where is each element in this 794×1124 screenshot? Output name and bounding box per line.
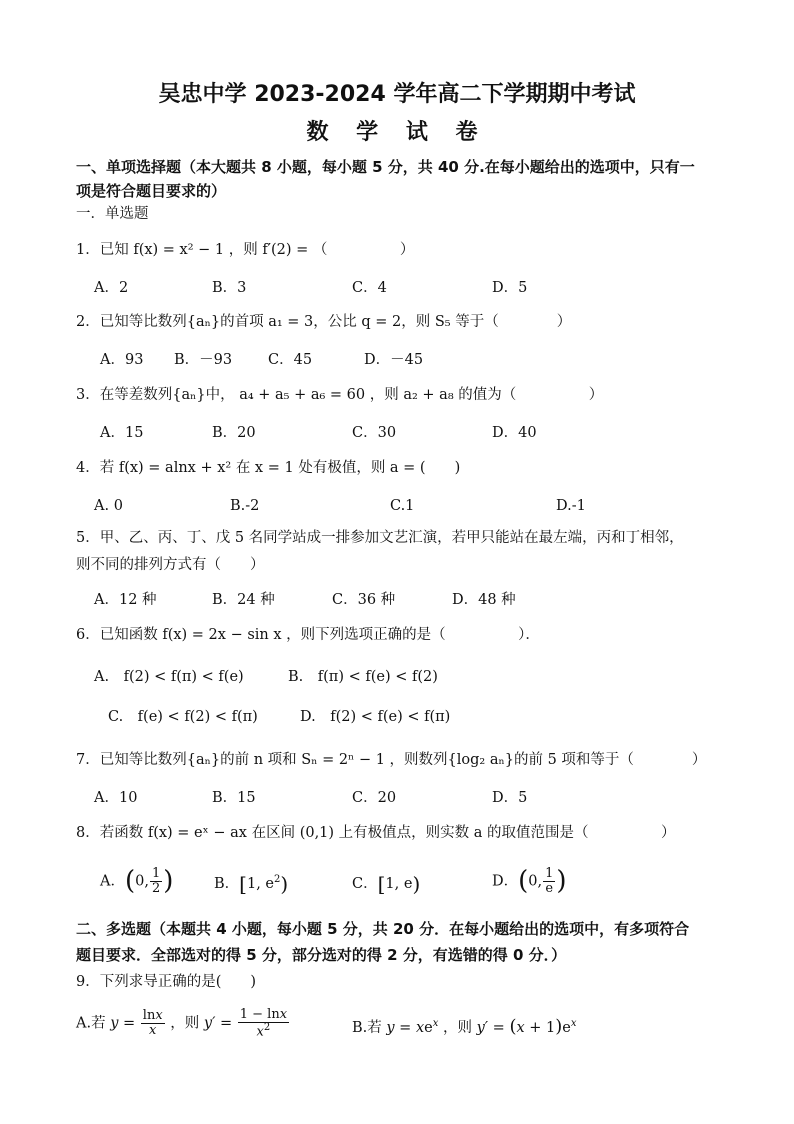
q8-option-b: B．[1, $e^2$): [214, 872, 289, 896]
q7-option-a: A．10: [94, 790, 138, 806]
q1-option-a: A．2: [94, 280, 129, 296]
q3-option-a: A．15: [100, 425, 144, 441]
q4-option-d: D.-1: [556, 498, 586, 514]
q9-option-b-then: ，则: [442, 1020, 472, 1036]
q3-option-b: B．20: [212, 425, 256, 441]
q3-option-d: D．40: [492, 425, 537, 441]
q2-option-b: B．－93: [174, 352, 233, 368]
q4-option-b: B.-2: [230, 498, 260, 514]
q7-option-d: D．5: [492, 790, 528, 806]
q6-option-d: D. f(2) < f(e) < f(π): [300, 709, 451, 725]
q5-option-a: A．12 种: [94, 592, 157, 608]
q5-option-c: C．36 种: [332, 592, 396, 608]
q8-option-a-label: A．: [100, 873, 125, 890]
question-8-stem: 8．若函数 f(x) = eˣ − ax 在区间 (0,1) 上有极值点，则实数 a 的取值范围是（ ）: [76, 825, 676, 841]
question-5-stem-line2: 则不同的排列方式有（ ）: [76, 557, 265, 573]
q2-option-c: C．45: [268, 352, 313, 368]
question-6-stem: 6．已知函数 f(x) = 2x − sin x ，则下列选项正确的是（ ）．: [76, 627, 540, 643]
q6-option-a: A. f(2) < f(π) < f(e): [94, 669, 244, 685]
question-5-stem-line1: 5．甲、乙、丙、丁、戊 5 名同学站成一排参加文艺汇演，若甲只能站在最左端，丙和丁相邻，: [76, 530, 684, 546]
section1-heading-line2: 项是符合题目要求的）: [76, 182, 227, 200]
q1-option-b: B．3: [212, 280, 247, 296]
q4-option-a: A. 0: [94, 498, 123, 514]
q8-option-d: D．(0, $\frac{1}{e}$ ): [492, 866, 567, 897]
q2-option-d: D．－45: [364, 352, 424, 368]
q5-option-b: B．24 种: [212, 592, 275, 608]
q1-option-d: D．5: [492, 280, 528, 296]
q6-option-b: B. f(π) < f(e) < f(2): [288, 669, 438, 685]
question-1-stem: 1．已知 f(x) = x² − 1 ，则 f′(2) = （ ）: [76, 242, 415, 258]
q5-option-d: D．48 种: [452, 592, 516, 608]
q1-option-c: C．4: [352, 280, 387, 296]
section1-subheading: 一．单选题: [76, 206, 149, 222]
q9-option-a-label: A.若: [76, 1015, 106, 1032]
q7-option-c: C．20: [352, 790, 397, 806]
question-9-stem: 9．下列求导正确的是( ): [76, 974, 257, 990]
q8-option-d-label: D．: [492, 873, 519, 890]
q8-option-c-label: C．: [352, 876, 378, 892]
question-4-stem: 4．若 f(x) = alnx + x² 在 x = 1 处有极值，则 a = ( ): [76, 460, 461, 476]
q8-option-b-label: B．: [214, 876, 240, 892]
section2-heading-line2: 题目要求．全部选对的得 5 分，部分选对的得 2 分，有选错的得 0 分．）: [76, 946, 567, 964]
q9-option-a-then: ，则: [170, 1015, 200, 1032]
q9-option-b: B.若 $y = xe^x$ ，则 $y' = (x + 1)e^x$: [352, 1016, 577, 1037]
q9-option-a: A.若 y = $\frac{\ln x}{x}$ ，则 y′ = $\frac{1 - \ln x}{x^2}$: [76, 1007, 288, 1039]
exam-subtitle: 数 学 试 卷: [306, 120, 488, 145]
section2-heading-line1: 二、多选题（本题共 4 小题，每小题 5 分，共 20 分．在每小题给出的选项中，有多项符合: [76, 920, 690, 938]
q9-option-b-label: B.若: [352, 1020, 382, 1036]
section1-heading-line1: 一、单项选择题（本大题共 8 小题，每小题 5 分，共 40 分.在每小题给出的选项中，只有一: [76, 158, 695, 176]
q6-option-c: C. f(e) < f(2) < f(π): [108, 709, 258, 725]
q8-option-c: C．[1, e): [352, 872, 421, 896]
question-3-stem: 3．在等差数列{aₙ}中， a₄ + a₅ + a₆ = 60 ，则 a₂ + a₈ 的值为（ ）: [76, 387, 604, 403]
exam-title: 吴忠中学 2023-2024 学年高二下学期期中考试: [158, 82, 636, 107]
q7-option-b: B．15: [212, 790, 256, 806]
question-2-stem: 2．已知等比数列{aₙ}的首项 a₁ = 3，公比 q = 2，则 S₅ 等于（ ）: [76, 314, 572, 330]
q3-option-c: C．30: [352, 425, 397, 441]
q8-option-a: A．(0, $\frac{1}{2}$ ): [100, 866, 174, 897]
question-7-stem: 7．已知等比数列{aₙ}的前 n 项和 Sₙ = 2ⁿ − 1 ，则数列{log₂ aₙ}的前 5 项和等于（ ）: [76, 752, 707, 768]
q4-option-c: C.1: [390, 498, 415, 514]
q2-option-a: A．93: [100, 352, 144, 368]
